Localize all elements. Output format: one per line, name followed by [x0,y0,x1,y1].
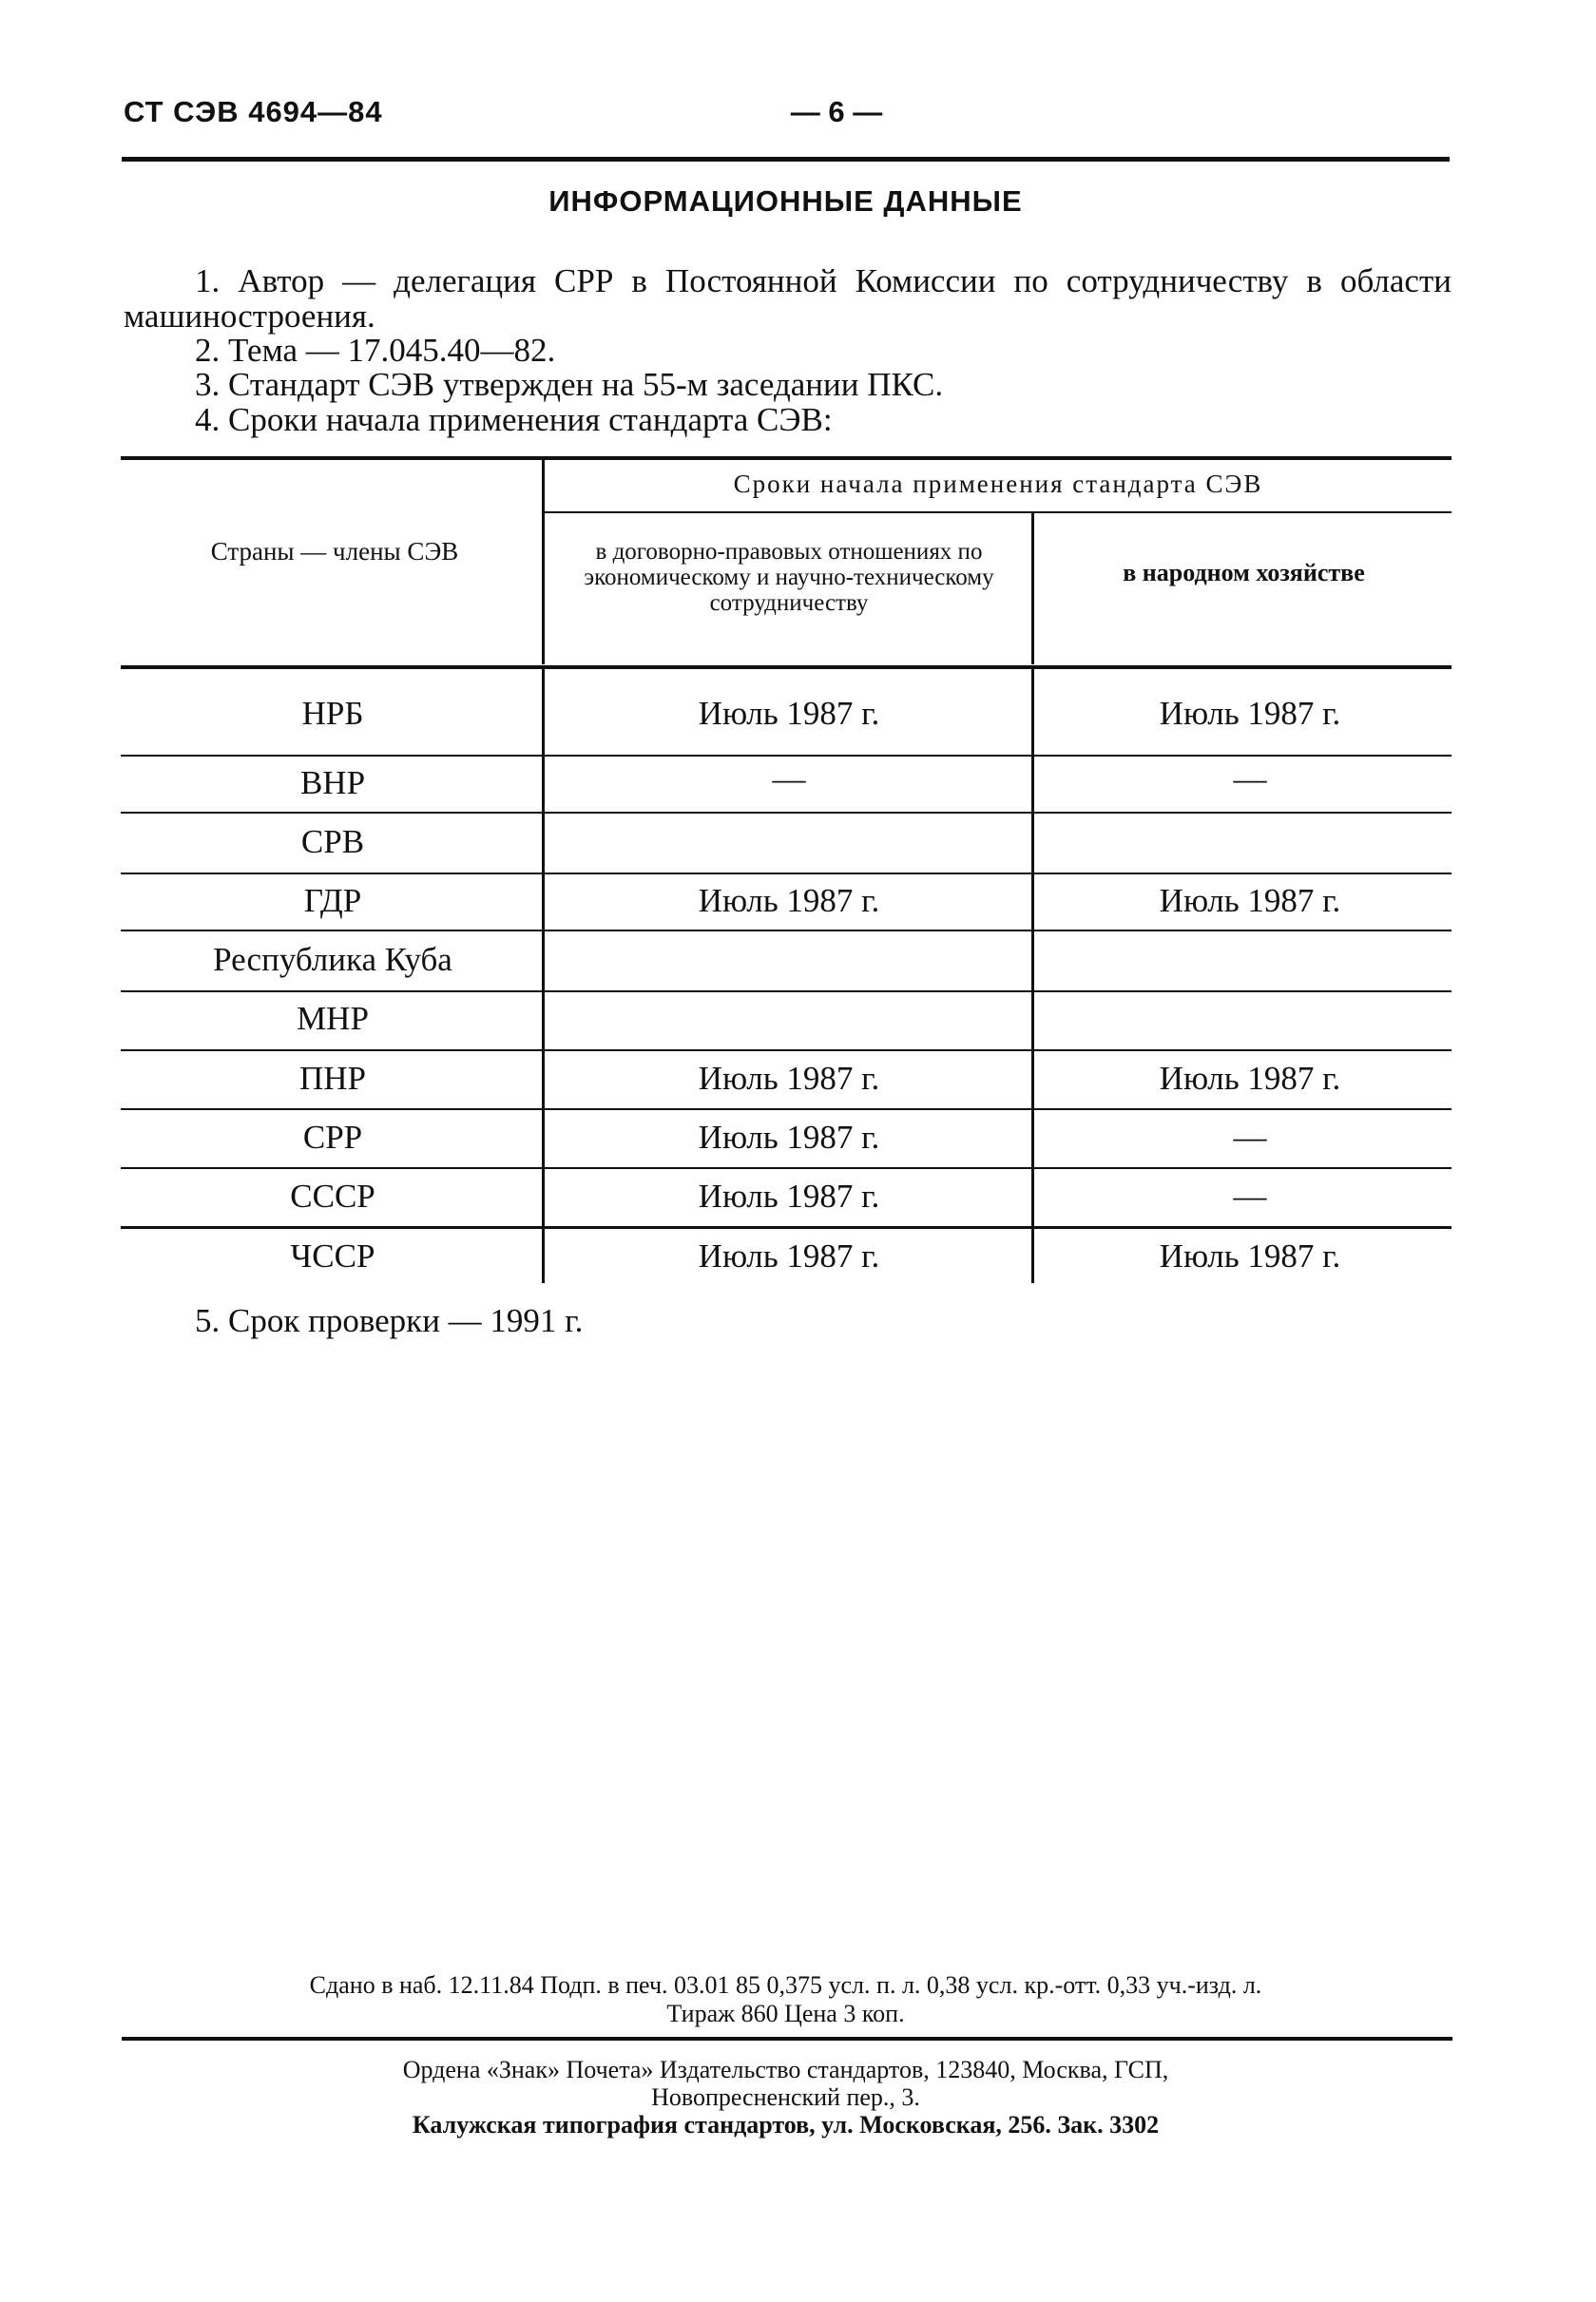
footer-rule [122,2037,1452,2041]
table-header-rule [121,665,1452,669]
agreements-date-cell: Июль 1987 г. [698,1178,880,1215]
country-cell: ПНР [298,1060,367,1097]
imprint [122,1971,1450,2028]
country-cell: ВНР [299,764,366,801]
row-rule [121,1108,1452,1110]
row-rule [121,1167,1452,1169]
item-1-author: 1. Автор — делегация СРР в Постоянной Комиссии по сотрудничеству в области машиностроения. [124,262,1452,335]
country-cell: МНР [297,1000,369,1037]
economy-date-cell: Июль 1987 г. [1159,1237,1341,1275]
economy-date-cell: Июль 1987 г. [1159,1060,1341,1097]
publisher-line: Ордена «Знак» Почета» Издательство стандартов, 123840, Москва, ГСП, [402,2056,1169,2083]
table-top-rule [121,456,1452,460]
row-rule [121,1226,1452,1229]
imprint-line: Тираж 860 Цена 3 коп. [666,2000,905,2027]
header-rule [122,157,1450,162]
economy-date-cell: — [1233,1119,1267,1156]
table-divider [545,511,1452,513]
item-3-approval: 3. Стандарт СЭВ утвержден на 55-м заседании ПКС. [195,366,944,403]
country-cell: СРР [302,1119,363,1156]
agreements-date-cell: Июль 1987 г. [698,1119,880,1156]
agreements-date-cell: Июль 1987 г. [698,882,880,919]
agreements-date-cell: — [772,760,806,797]
country-cell: НРБ [301,695,364,732]
agreements-date-cell: Июль 1987 г. [698,1060,880,1097]
economy-date-cell: — [1233,760,1267,797]
country-cell: ЧССР [290,1237,375,1275]
row-rule [121,873,1452,874]
column-header-agreements: в договорно-правовых отношениях по экономическому и научно-техническому сотрудничеству [584,539,994,616]
item-5-review: 5. Срок проверки — 1991 г. [195,1302,584,1339]
row-rule [121,755,1452,757]
table-divider [1031,513,1034,664]
row-rule [121,812,1452,814]
section-title: ИНФОРМАЦИОННЫЕ ДАННЫЕ [548,184,1023,218]
column-header-countries: Страны — члены СЭВ [210,537,459,566]
agreements-date-cell: Июль 1987 г. [698,695,880,732]
agreements-date-cell: Июль 1987 г. [698,1237,880,1275]
item-4-dates-intro: 4. Сроки начала применения стандарта СЭВ: [195,401,833,438]
country-cell: ГДР [303,882,362,919]
economy-date-cell: Июль 1987 г. [1159,695,1341,732]
economy-date-cell: — [1233,1178,1267,1215]
page-header [124,95,1450,137]
row-rule [121,990,1452,992]
publisher-info [122,2056,1450,2111]
page-number: — 6 — [790,95,883,128]
column-group-header: Сроки начала применения стандарта СЭВ [733,470,1263,498]
item-2-topic: 2. Тема — 17.045.40—82. [195,332,556,369]
row-rule [121,1049,1452,1051]
imprint-line: Сдано в наб. 12.11.84 Подп. в печ. 03.01 85 0,375 усл. п. л. 0,38 усл. кр.-отт. 0,33 уч.-изд. л. [309,1971,1262,1999]
standard-code: СТ СЭВ 4694—84 [124,95,383,128]
country-cell: СРВ [300,823,365,860]
publisher-line: Новопресненский пер., 3. [651,2083,920,2111]
table-column-rule [1031,669,1034,1283]
table-column-rule [542,669,545,1283]
row-rule [121,930,1452,931]
printer-info: Калужская типография стандартов, ул. Московская, 256. Зак. 3302 [412,2111,1160,2139]
country-cell: Республика Куба [213,941,452,978]
column-header-economy: в народном хозяйстве [1123,559,1365,586]
country-cell: СССР [290,1178,375,1215]
economy-date-cell: Июль 1987 г. [1159,882,1341,919]
